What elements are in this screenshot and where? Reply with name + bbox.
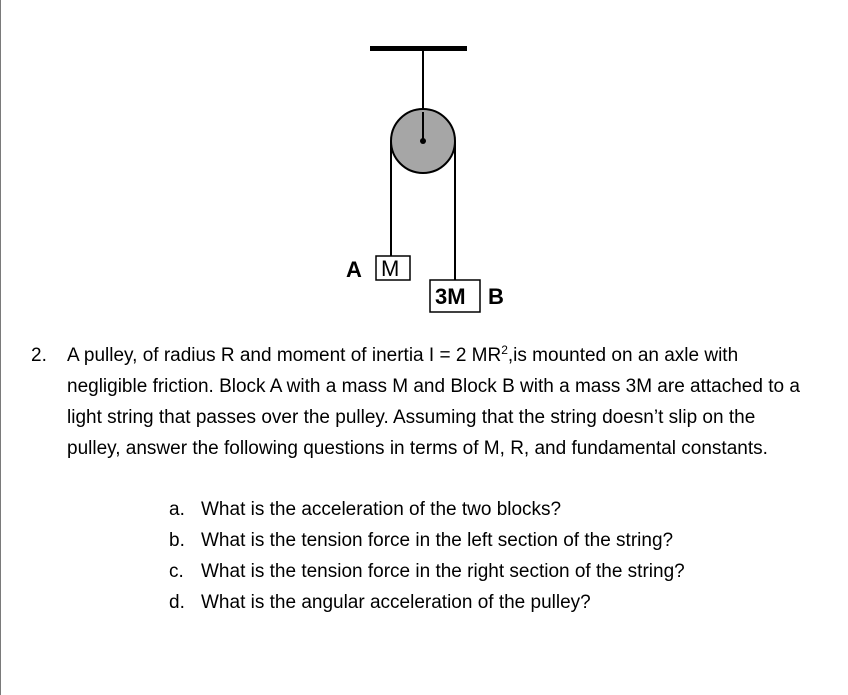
problem-number: 2. (31, 345, 47, 366)
question-text: What is the angular acceleration of the pulley? (201, 592, 591, 613)
question-marker: b. (169, 530, 185, 551)
question-item (169, 556, 685, 587)
superscript-exponent: 2 (501, 343, 508, 357)
problem-line: negligible friction. Block A with a mass M and Block B with a mass 3M are attached to a (67, 376, 800, 397)
problem-text (67, 340, 847, 464)
question-item (169, 494, 685, 525)
question-marker: a. (169, 499, 185, 520)
question-list (169, 494, 685, 618)
question-text: What is the tension force in the right section of the string? (201, 561, 685, 582)
block-a-mass: M (381, 256, 400, 281)
block-b-label: B (488, 284, 504, 309)
block-a-label: A (346, 257, 362, 282)
question-item (169, 587, 685, 618)
block-b-mass: 3M (435, 284, 466, 309)
problem-statement (31, 340, 847, 464)
question-marker: c. (169, 561, 184, 582)
problem-line (67, 340, 847, 371)
pulley-axle-hub (420, 138, 426, 144)
question-marker: d. (169, 592, 185, 613)
problem-line-segment: A pulley, of radius R and moment of inertia I = 2 MR (67, 345, 502, 366)
ceiling-bar (370, 46, 467, 51)
pulley-diagram (1, 0, 848, 330)
problem-line: light string that passes over the pulley. Assuming that the string doesn’t slip on the (67, 407, 756, 428)
problem-line-segment: ,is mounted on an axle with (507, 345, 739, 366)
question-text: What is the acceleration of the two blocks? (201, 499, 562, 520)
problem-line: pulley, answer the following questions in terms of M, R, and fundamental constants. (67, 438, 768, 459)
question-item (169, 525, 685, 556)
question-text: What is the tension force in the left section of the string? (201, 530, 674, 551)
